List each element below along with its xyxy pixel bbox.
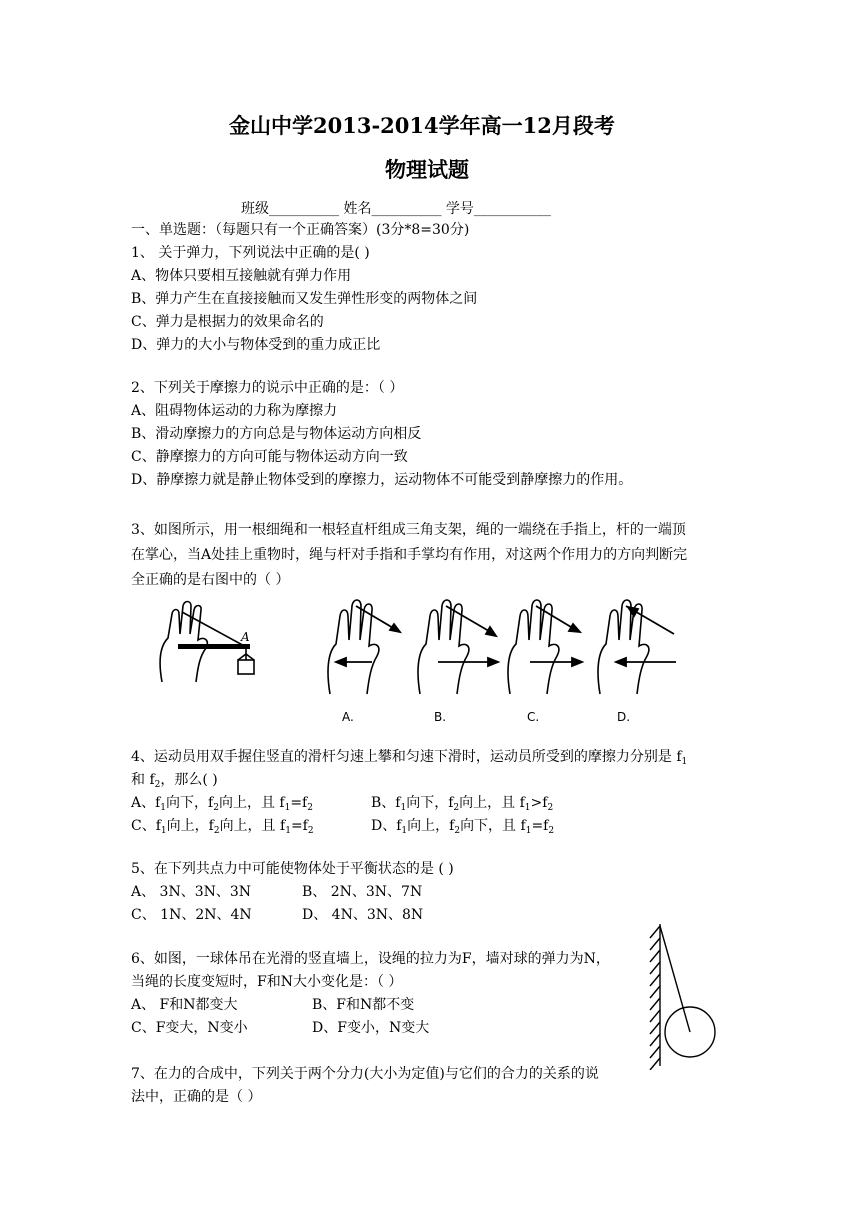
q4-d-s1: 1	[401, 826, 408, 836]
q6-option-b: B、F和N都不变	[312, 997, 415, 1013]
q2-option-a: A、阻碍物体运动的力称为摩擦力	[131, 403, 338, 419]
section-heading: 一、单选题：（每题只有一个正确答案）(3分*8=30分)	[131, 222, 470, 238]
q4-line-1	[131, 748, 687, 768]
page-subtitle: 物理试题	[385, 157, 469, 182]
q4-line-2-b: ，那么( )	[160, 772, 218, 788]
q5-option-b: B、 2N、3N、7N	[302, 884, 423, 900]
q4-b-s1: 1	[400, 803, 407, 813]
q4-option-c	[131, 817, 314, 837]
q2-stem: 2、下列关于摩擦力的说示中正确的是：（ ）	[131, 380, 404, 396]
q3-point-a-label: A	[241, 630, 250, 644]
q3-line-2: 在掌心，当A处挂上重物时，绳与杆对手指和手掌均有作用，对这两个作用力的方向判断完	[131, 547, 688, 563]
q4-a-2: 向下，f	[166, 795, 214, 811]
q1-option-a: A、物体只要相互接触就有弹力作用	[131, 268, 352, 284]
q4-c-3: 向上，且 f	[219, 818, 286, 834]
q4-line-2	[131, 771, 218, 791]
q4-c-2: 向上，f	[166, 818, 214, 834]
q6-option-a: A、 F和N都变大	[131, 997, 238, 1013]
q4-line-2-sub: 2	[154, 780, 161, 790]
q5-option-c: C、 1N、2N、4N	[131, 907, 252, 923]
q4-b-4: >f	[530, 795, 548, 811]
q4-c-s3: 1	[285, 826, 291, 836]
q4-a-s1: 1	[160, 803, 167, 813]
q4-d-1: D、f	[371, 818, 402, 834]
page-title: 金山中学2013-2014学年高一12月段考	[229, 113, 615, 138]
q4-d-2: 向上，f	[407, 818, 455, 834]
q1-option-b: B、弹力产生在直接接触而又发生弹性形变的两物体之间	[131, 291, 478, 307]
q6-line-1: 6、如图，一球体吊在光滑的竖直墙上，设绳的拉力为F，墙对球的弹力为N，	[131, 951, 610, 967]
q3-choice-label-d: D.	[617, 710, 631, 724]
q7-line-2: 法中，正确的是（ ）	[131, 1089, 262, 1105]
q4-line-1-sub: 1	[681, 757, 688, 767]
q4-c-s4: 2	[307, 826, 314, 836]
q7-line-1: 7、在力的合成中，下列关于两个分力(大小为定值)与它们的合力的关系的说	[131, 1066, 599, 1082]
q4-c-4: =f	[290, 818, 308, 834]
q3-choice-label-a: A.	[342, 710, 354, 724]
q6-line-2: 当绳的长度变短时，F和N大小变化是：（ ）	[131, 974, 403, 990]
q4-a-4: =f	[290, 795, 308, 811]
q3-choice-label-b: B.	[434, 710, 447, 724]
q4-a-1: A、f	[131, 795, 161, 811]
q4-line-1-text: 4、运动员用双手握住竖直的滑杆匀速上攀和匀速下滑时，运动员所受到的摩擦力分别是 f	[131, 749, 682, 765]
q6-option-c: C、F变大，N变小	[131, 1020, 248, 1036]
q3-choice-figures	[318, 596, 688, 708]
q4-a-3: 向上，且 f	[218, 795, 285, 811]
q4-b-2: 向下，f	[406, 795, 454, 811]
q4-c-1: C、f	[131, 818, 161, 834]
q4-d-3: 向下，且 f	[460, 818, 526, 834]
q3-line-3: 全正确的是右图中的（ ）	[131, 572, 290, 588]
q4-a-s2: 2	[213, 803, 219, 813]
q4-a-s3: 1	[284, 803, 291, 813]
q3-line-1: 3、如图所示，用一根细绳和一根轻直杆组成三角支架，绳的一端绕在手指上，杆的一端顶	[131, 522, 686, 538]
q4-c-s1: 1	[160, 826, 167, 836]
q1-option-d: D、弹力的大小与物体受到的重力成正比	[131, 337, 381, 353]
q4-d-s4: 2	[548, 826, 555, 836]
q4-b-s3: 1	[524, 803, 531, 813]
q2-option-d: D、静摩擦力就是静止物体受到的摩擦力，运动物体不可能受到静摩擦力的作用。	[131, 472, 633, 488]
q4-d-4: =f	[531, 818, 549, 834]
q2-option-c: C、静摩擦力的方向可能与物体运动方向一致	[131, 449, 408, 465]
q4-d-s3: 1	[525, 826, 532, 836]
q4-option-a	[131, 794, 313, 814]
q1-option-c: C、弹力是根据力的效果命名的	[131, 314, 324, 330]
q4-b-s4: 2	[547, 803, 554, 813]
q1-stem: 1、 关于弹力，下列说法中正确的是( )	[131, 245, 370, 261]
q5-option-a: A、 3N、3N、3N	[131, 884, 252, 900]
q4-line-2-a: 和 f	[131, 772, 155, 788]
q4-d-s2: 2	[454, 826, 461, 836]
q4-b-3: 向上，且 f	[459, 795, 525, 811]
q4-option-d	[371, 817, 554, 837]
q5-stem: 5、在下列共点力中可能使物体处于平衡状态的是 ( )	[131, 861, 454, 877]
q5-option-d: D、 4N、3N、8N	[302, 907, 424, 923]
q4-a-s4: 2	[307, 803, 313, 813]
q4-b-1: B、f	[371, 795, 401, 811]
q2-option-b: B、滑动摩擦力的方向总是与物体运动方向相反	[131, 426, 422, 442]
q4-c-s2: 2	[213, 826, 220, 836]
q3-choice-label-c: C.	[527, 710, 540, 724]
q3-hand-figure	[150, 600, 270, 690]
q6-option-d: D、F变小，N变大	[312, 1020, 430, 1036]
student-info-line: 班级__________ 姓名__________ 学号___________	[241, 201, 551, 217]
q4-option-b	[371, 794, 553, 814]
q6-wall-ball-figure	[640, 920, 730, 1070]
q4-b-s2: 2	[453, 803, 460, 813]
